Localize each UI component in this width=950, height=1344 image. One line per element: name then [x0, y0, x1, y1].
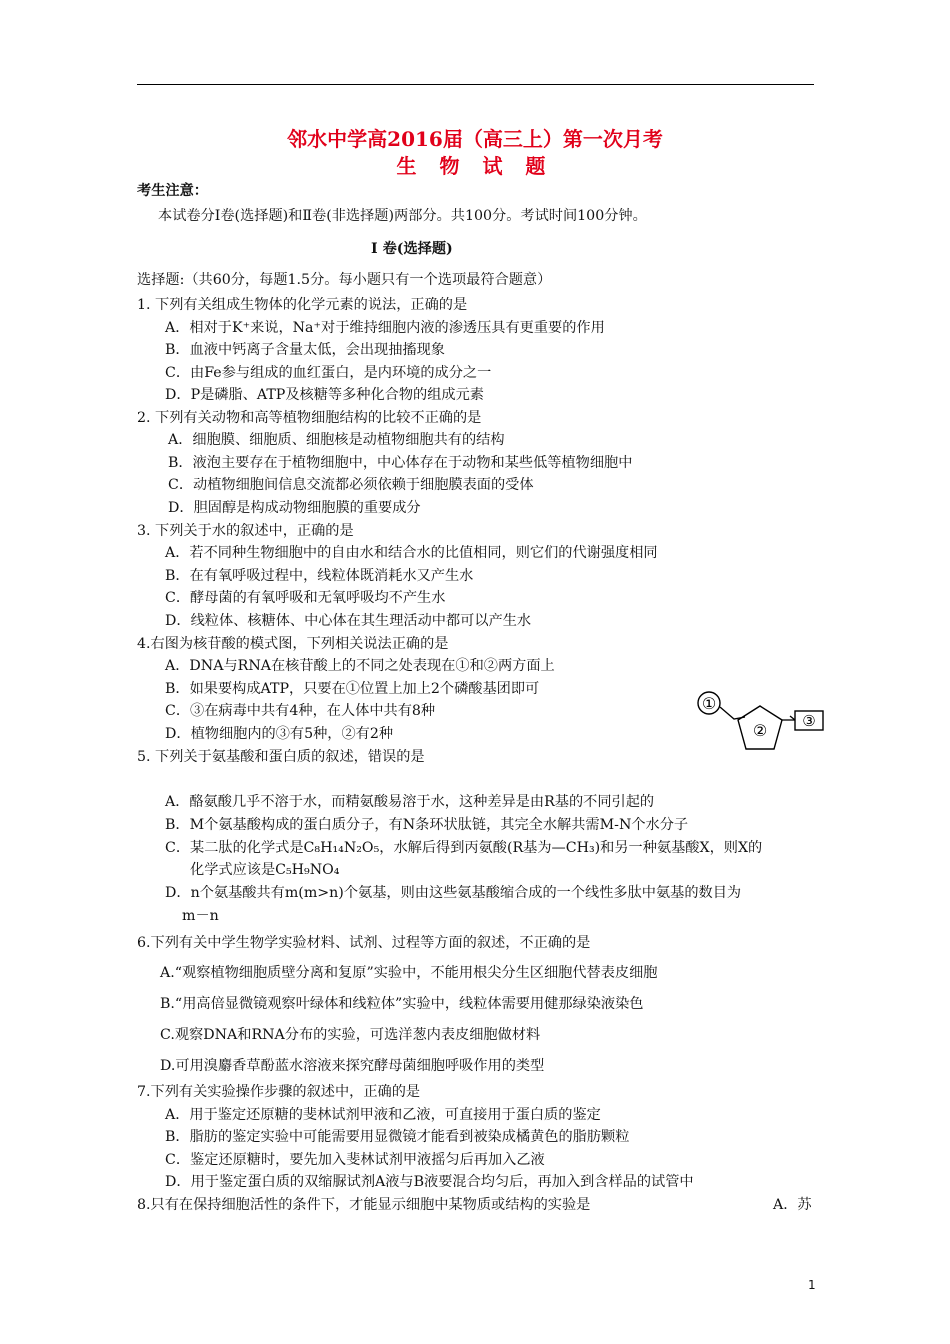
q1-option-a: A．相对于K⁺来说，Na⁺对于维持细胞内液的渗透压具有更重要的作用	[165, 320, 605, 336]
page-number: 1	[808, 1278, 816, 1292]
question-5: 5. 下列关于氨基酸和蛋白质的叙述，错误的是	[137, 749, 425, 765]
q5-option-c-cont: 化学式应该是C₅H₉NO₄	[190, 862, 340, 878]
q5-option-d: D．n个氨基酸共有m(m>n)个氨基，则由这些氨基酸缩合成的一个线性多肽中氨基的数目为	[165, 885, 742, 901]
q3-option-d: D．线粒体、核糖体、中心体在其生理活动中都可以产生水	[165, 613, 532, 629]
q2-option-b: B．液泡主要存在于植物细胞中，中心体存在于动物和某些低等植物细胞中	[168, 455, 633, 471]
q7-option-c: C．鉴定还原糖时，要先加入斐林试剂甲液摇匀后再加入乙液	[165, 1152, 545, 1168]
nucleotide-diagram	[690, 683, 830, 773]
q1-option-b: B．血液中钙离子含量太低，会出现抽搐现象	[165, 342, 445, 358]
q3-option-a: A．若不同种生物细胞中的自由水和结合水的比值相同，则它们的代谢强度相同	[165, 545, 658, 561]
q4-option-c: C．③在病毒中共有4种，在人体中共有8种	[165, 703, 436, 719]
q2-option-d: D．胆固醇是构成动物细胞膜的重要成分	[168, 500, 421, 516]
q7-option-a: A．用于鉴定还原糖的斐林试剂甲液和乙液，可直接用于蛋白质的鉴定	[165, 1107, 601, 1123]
label-3: ③	[802, 712, 816, 730]
q6-option-d: D.可用溴麝香草酚蓝水溶液来探究酵母菌细胞呼吸作用的类型	[160, 1058, 545, 1074]
label-1: ①	[701, 694, 717, 713]
q7-option-d: D．用于鉴定蛋白质的双缩脲试剂A液与B液要混合均匀后，再加入到含样品的试管中	[165, 1174, 694, 1190]
q1-option-d: D．P是磷脂、ATP及核糖等多种化合物的组成元素	[165, 387, 484, 403]
notice-text: 本试卷分Ⅰ卷(选择题)和Ⅱ卷(非选择题)两部分。共100分。考试时间100分钟。	[158, 208, 647, 224]
exam-subtitle: 生 物 试 题	[396, 154, 554, 178]
q2-option-a: A．细胞膜、细胞质、细胞核是动植物细胞共有的结构	[168, 432, 505, 448]
q6-option-c: C.观察DNA和RNA分布的实验，可选洋葱内表皮细胞做材料	[160, 1027, 541, 1043]
section-intro: 选择题:（共60分，每题1.5分。每小题只有一个选项最符合题意）	[137, 272, 552, 288]
question-3: 3. 下列关于水的叙述中，正确的是	[137, 523, 354, 539]
q5-option-b: B．M个氨基酸构成的蛋白质分子，有N条环状肽链，其完全水解共需M-N个水分子	[165, 817, 689, 833]
q3-option-b: B．在有氧呼吸过程中，线粒体既消耗水又产生水	[165, 568, 474, 584]
question-4: 4.右图为核苷酸的模式图，下列相关说法正确的是	[137, 636, 449, 652]
q5-option-a: A．酪氨酸几乎不溶于水，而精氨酸易溶于水，这种差异是由R基的不同引起的	[165, 794, 655, 810]
q6-option-a: A.“观察植物细胞质壁分离和复原”实验中，不能用根尖分生区细胞代替表皮细胞	[160, 965, 658, 981]
q6-option-b: B.“用高倍显微镜观察叶绿体和线粒体”实验中，线粒体需要用健那绿染液染色	[160, 996, 644, 1012]
q4-option-a: A．DNA与RNA在核苷酸上的不同之处表现在①和②两方面上	[165, 658, 555, 674]
notice-heading: 考生注意：	[137, 183, 208, 199]
question-2: 2. 下列有关动物和高等植物细胞结构的比较不正确的是	[137, 410, 482, 426]
q5-option-c: C．某二肽的化学式是C₈H₁₄N₂O₅，水解后得到丙氨酸(R基为—CH₃)和另一种氨基酸X，则X的	[165, 840, 763, 856]
question-6: 6.下列有关中学生物学实验材料、试剂、过程等方面的叙述，不正确的是	[137, 935, 591, 951]
label-2: ②	[752, 721, 768, 740]
q8-option-a-start: A．苏	[773, 1197, 812, 1213]
q7-option-b: B．脂肪的鉴定实验中可能需要用显微镜才能看到被染成橘黄色的脂肪颗粒	[165, 1129, 630, 1145]
q5-option-d-cont: m－n	[182, 908, 219, 924]
question-1: 1. 下列有关组成生物体的化学元素的说法，正确的是	[137, 297, 468, 313]
section-heading: Ⅰ 卷(选择题)	[371, 241, 453, 257]
question-7: 7.下列有关实验操作步骤的叙述中，正确的是	[137, 1084, 421, 1100]
q4-option-d: D．植物细胞内的③有5种，②有2种	[165, 726, 394, 742]
exam-title: 邻水中学高2016届（高三上）第一次月考	[287, 127, 663, 151]
q4-option-b: B．如果要构成ATP，只要在①位置上加上2个磷酸基团即可	[165, 681, 540, 697]
q1-option-c: C．由Fe参与组成的血红蛋白，是内环境的成分之一	[165, 365, 492, 381]
header-rule	[137, 84, 814, 85]
q2-option-c: C．动植物细胞间信息交流都必须依赖于细胞膜表面的受体	[168, 477, 534, 493]
q3-option-c: C．酵母菌的有氧呼吸和无氧呼吸均不产生水	[165, 590, 446, 606]
question-8: 8.只有在保持细胞活性的条件下，才能显示细胞中某物质或结构的实验是	[137, 1197, 591, 1213]
